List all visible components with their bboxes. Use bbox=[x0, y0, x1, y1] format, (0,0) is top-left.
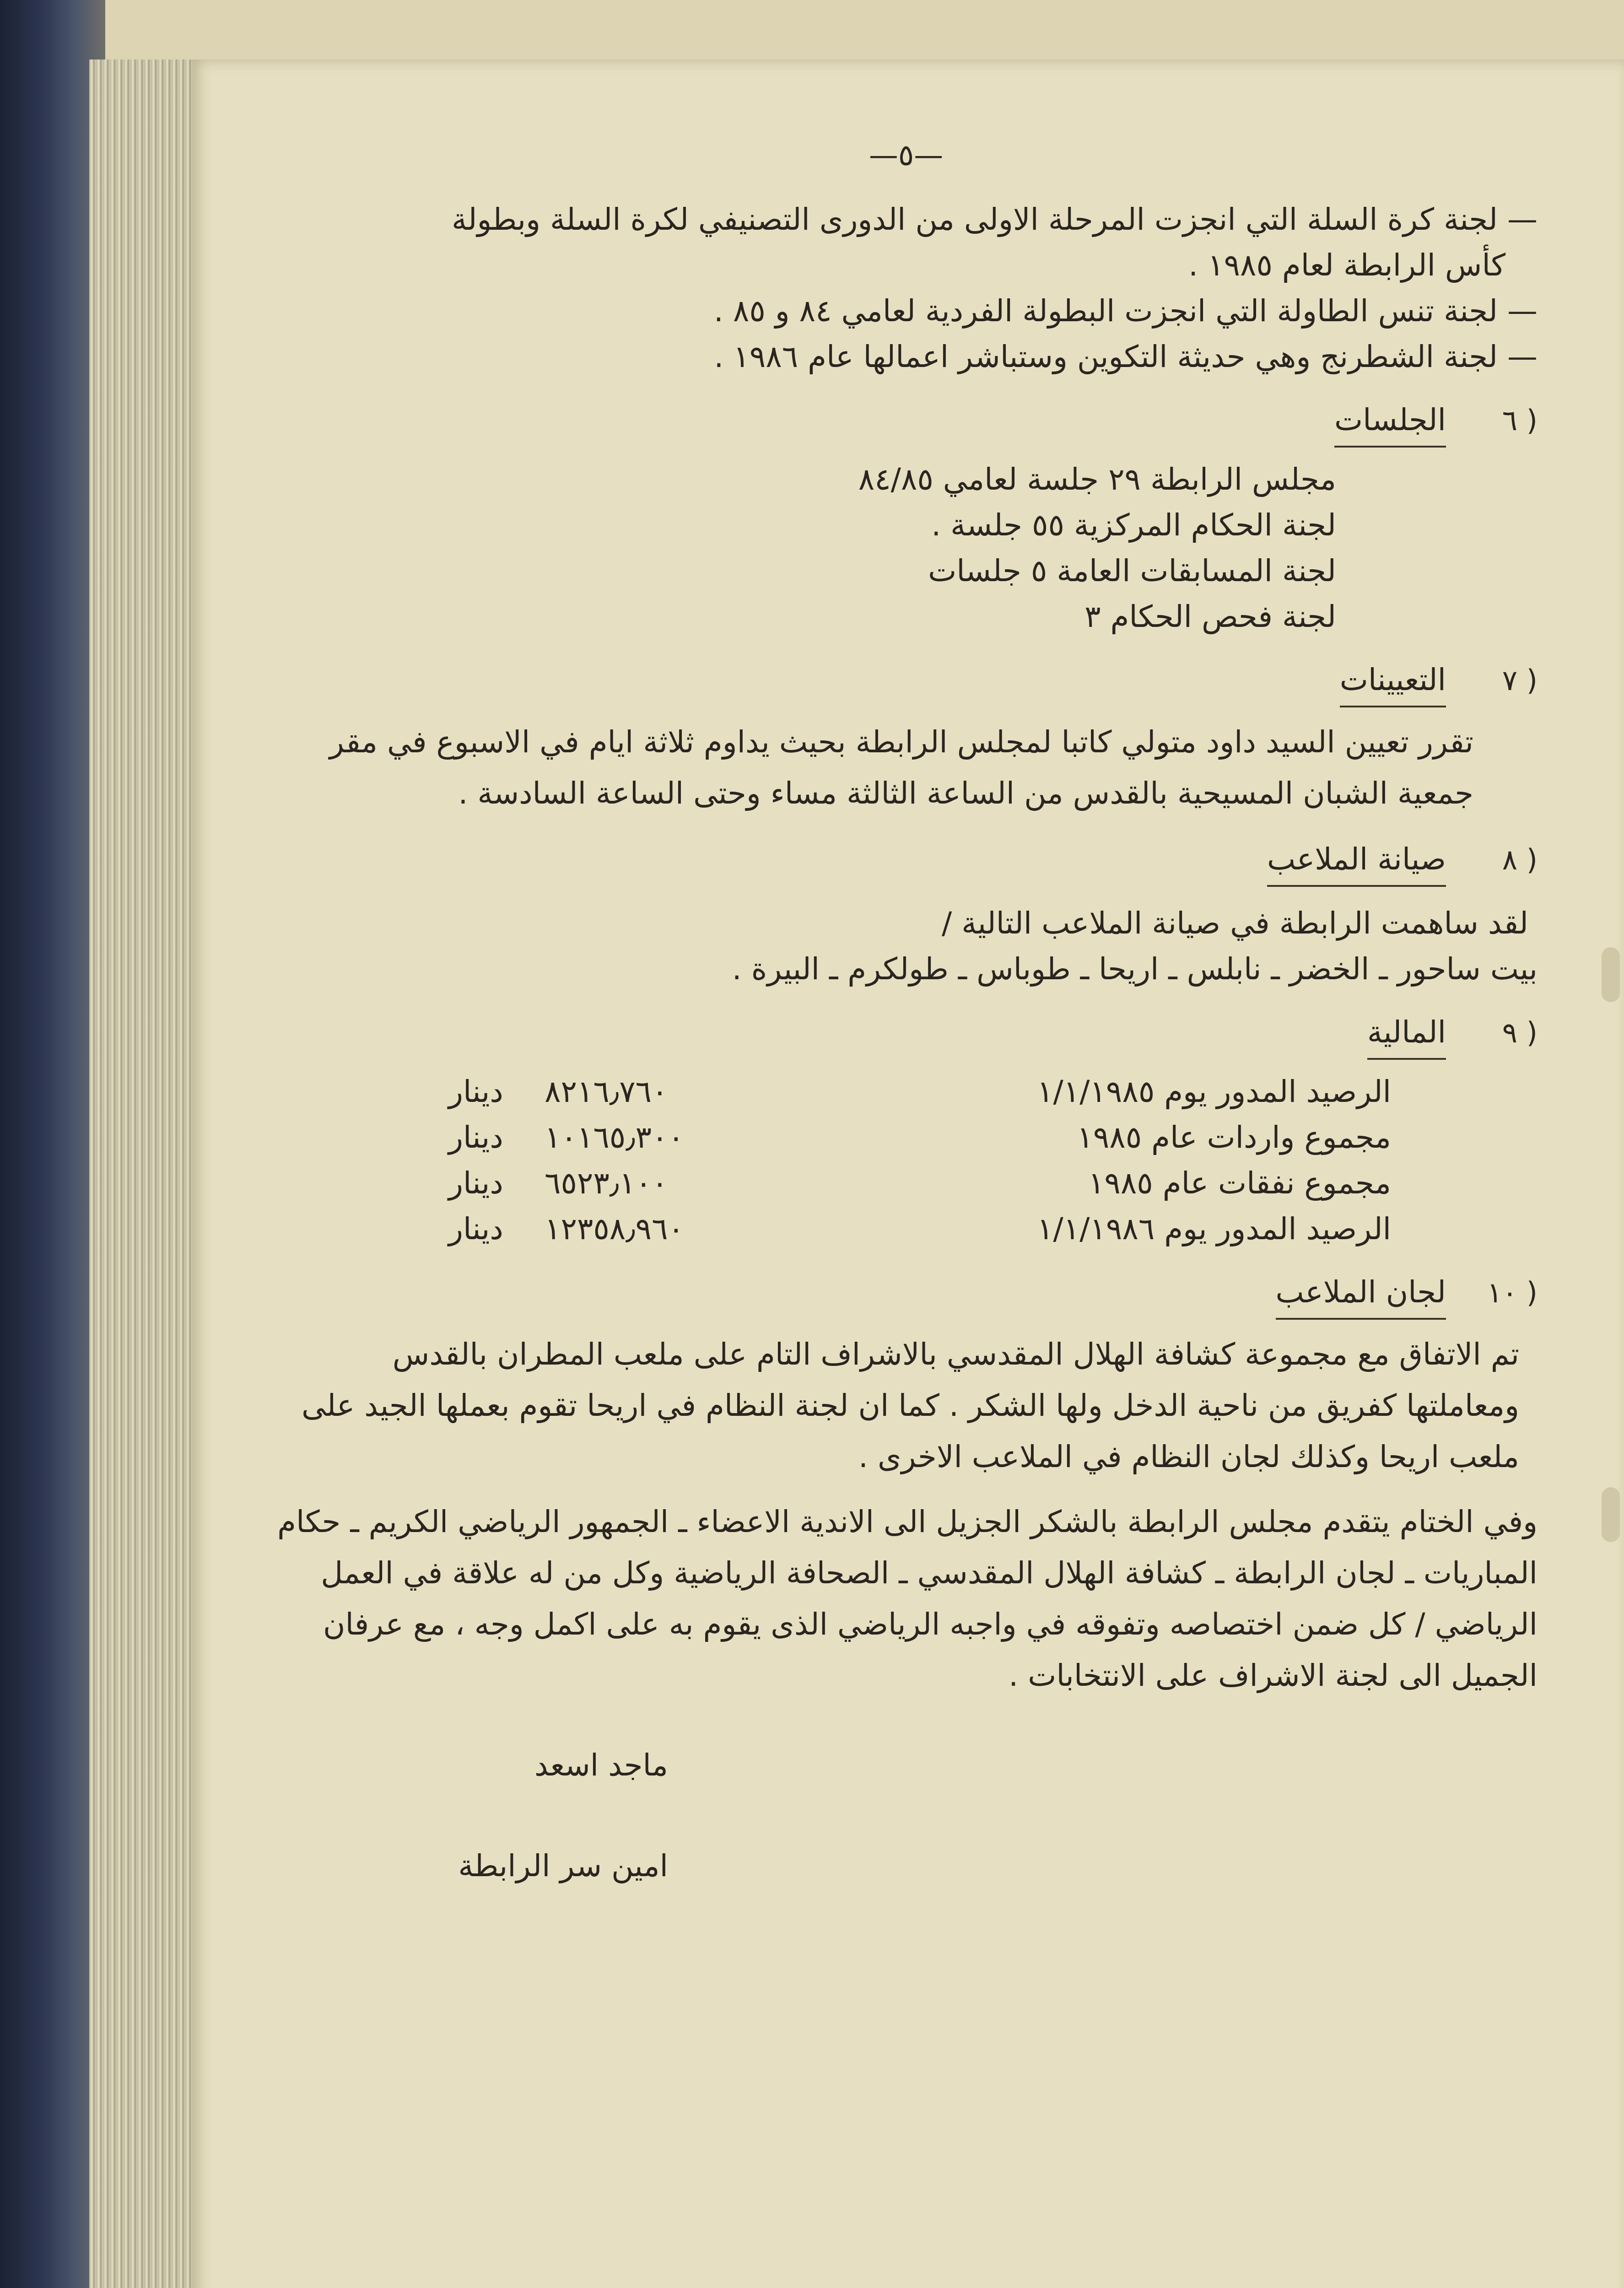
binding-hole bbox=[1602, 1487, 1620, 1542]
finance-currency: دينار bbox=[448, 1211, 503, 1247]
intro-line: — لجنة كرة السلة التي انجزت المرحلة الاولى من الدورى التصنيفي لكرة السلة وبطولة bbox=[275, 197, 1538, 243]
section-body: تقرر تعيين السيد داود متولي كاتبا لمجلس الرابطة بحيث يداوم ثلاثة ايام في الاسبوع في مقر جمعية الشبان المسيحية بالقدس من الساعة الثالثة مساء وحتى الساعة السادسة . bbox=[329, 724, 1473, 811]
finance-currency: دينار bbox=[448, 1074, 503, 1109]
finance-currency: دينار bbox=[448, 1120, 503, 1155]
document-body bbox=[275, 139, 1538, 1889]
section-title: لجان الملاعب bbox=[1276, 1269, 1446, 1320]
intro-line: — لجنة تنس الطاولة التي انجزت البطولة الفردية لعامي ٨٤ و ٨٥ . bbox=[275, 288, 1538, 334]
intro-line: كأس الرابطة لعام ١٩٨٥ . bbox=[1188, 248, 1505, 283]
page-edges bbox=[89, 59, 194, 2288]
intro-line: — لجنة الشطرنج وهي حديثة التكوين وستباشر اعمالها عام ١٩٨٦ . bbox=[275, 334, 1538, 380]
signature-name: ماجد اسعد bbox=[534, 1748, 668, 1783]
section-title: الجلسات bbox=[1334, 397, 1446, 448]
section-body: تم الاتفاق مع مجموعة كشافة الهلال المقدسي بالاشراف التام على ملعب المطران بالقدس ومعاملتها كفريق من ناحية الدخل ولها الشكر . كما ان لجنة النظام في اريحا تقوم بعملها الجيد على ملعب اريحا وكذلك لجان النظام في الملاعب الاخرى . bbox=[302, 1337, 1519, 1474]
section-header bbox=[275, 397, 1538, 448]
section-number: ٨ ) bbox=[1502, 843, 1538, 876]
signature-title: امين سر الرابطة bbox=[458, 1848, 668, 1883]
finance-amount: ٦٥٢٣٫١٠٠ bbox=[545, 1166, 668, 1201]
section-title: المالية bbox=[1367, 1009, 1446, 1060]
section-number: ٩ ) bbox=[1502, 1016, 1538, 1049]
finance-amount: ٨٢١٦٫٧٦٠ bbox=[545, 1074, 668, 1109]
section-number: ٦ ) bbox=[1502, 404, 1538, 437]
section-header bbox=[275, 1269, 1538, 1320]
finance-row bbox=[275, 1206, 1538, 1252]
finance-amount: ١٠١٦٥٫٣٠٠ bbox=[545, 1120, 685, 1155]
section-title: التعيينات bbox=[1340, 657, 1446, 707]
closing-paragraph: وفي الختام يتقدم مجلس الرابطة بالشكر الجزيل الى الاندية الاعضاء ـ الجمهور الرياضي الكريم ـ حكام المباريات ـ لجان الرابطة ـ كشافة الهلال المقدسي ـ الصحافة الرياضية وكل من له علاقة في العمل الرياضي / كل ضمن اختصاصه وتفوقه في واجبه الرياضي الذى يقوم به على اكمل وجه ، مع عرفان الجميل الى لجنة الاشراف على الانتخابات . bbox=[277, 1504, 1538, 1693]
sessions-row: لجنة الحكام المركزية ٥٥ جلسة . bbox=[931, 507, 1336, 543]
finance-label: مجموع واردات عام ١٩٨٥ bbox=[1077, 1120, 1391, 1155]
binding-hole bbox=[1602, 947, 1620, 1002]
finance-label: الرصيد المدور يوم ١/١/١٩٨٥ bbox=[1037, 1074, 1391, 1109]
section-title: صيانة الملاعب bbox=[1267, 836, 1446, 887]
section-line: بيت ساحور ـ الخضر ـ نابلس ـ اريحا ـ طوباس ـ طولكرم ـ البيرة . bbox=[732, 951, 1538, 987]
section-number: ١٠ ) bbox=[1487, 1276, 1538, 1309]
finance-label: الرصيد المدور يوم ١/١/١٩٨٦ bbox=[1037, 1211, 1391, 1247]
section-number: ٧ ) bbox=[1502, 664, 1538, 697]
sessions-row: لجنة المسابقات العامة ٥ جلسات bbox=[928, 553, 1336, 588]
finance-currency: دينار bbox=[448, 1166, 503, 1201]
finance-row bbox=[275, 1160, 1538, 1206]
section-header bbox=[275, 836, 1538, 887]
section-header bbox=[275, 1009, 1538, 1060]
section-line: لقد ساهمت الرابطة في صيانة الملاعب التالية / bbox=[942, 906, 1528, 941]
finance-row bbox=[275, 1069, 1538, 1115]
sessions-row: لجنة فحص الحكام ٣ bbox=[1084, 599, 1336, 634]
finance-label: مجموع نفقات عام ١٩٨٥ bbox=[1088, 1166, 1391, 1201]
section-header bbox=[275, 657, 1538, 707]
page-number: —٥— bbox=[869, 139, 944, 173]
finance-amount: ١٢٣٥٨٫٩٦٠ bbox=[545, 1211, 685, 1247]
finance-row bbox=[275, 1115, 1538, 1160]
sessions-row: مجلس الرابطة ٢٩ جلسة لعامي ٨٤/٨٥ bbox=[858, 462, 1336, 497]
document-page bbox=[192, 59, 1624, 2288]
